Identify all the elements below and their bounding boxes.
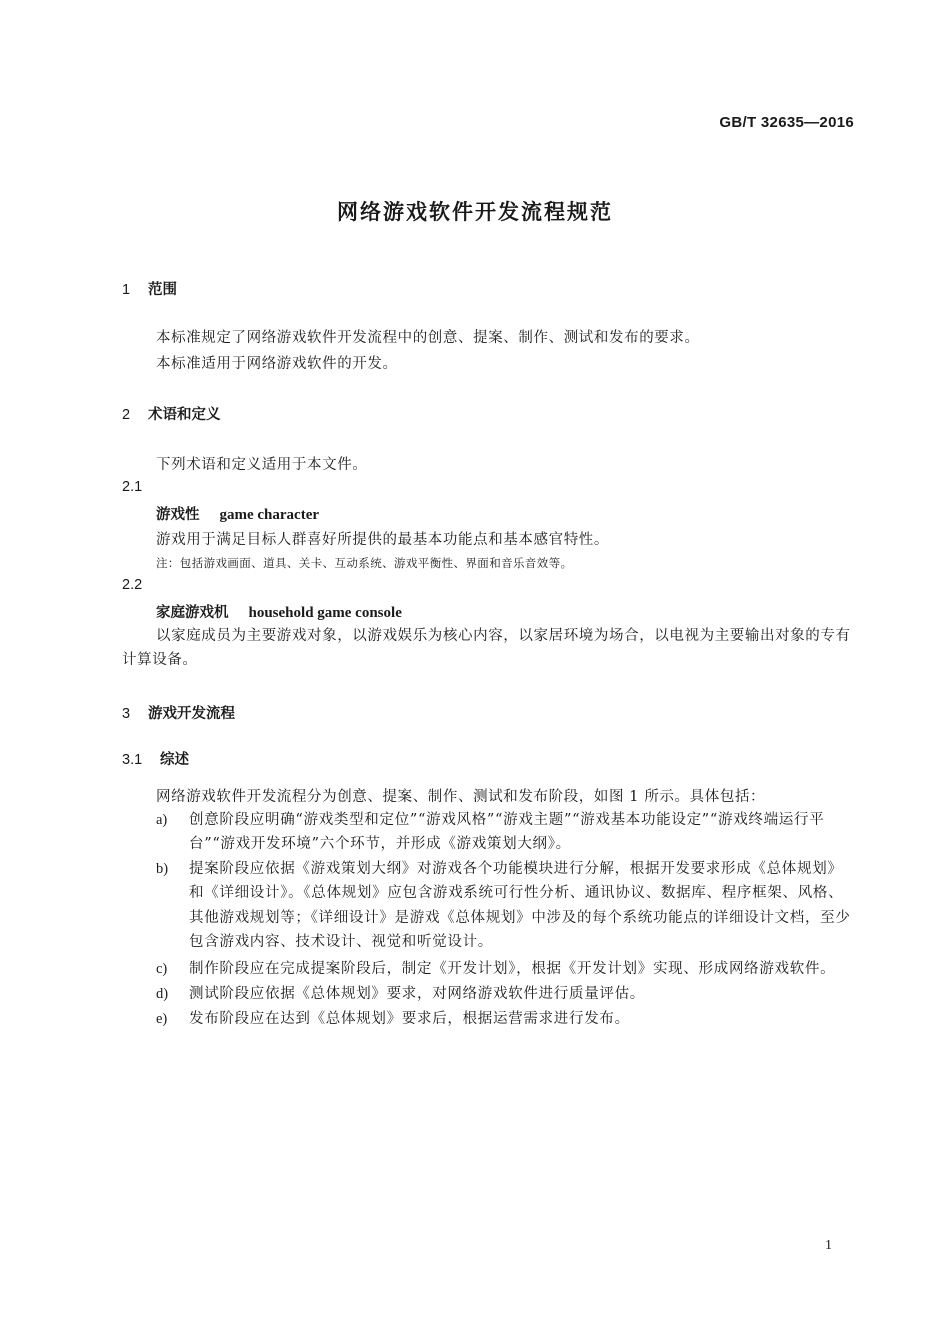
- term-number: 2.1: [122, 479, 143, 495]
- list-item: [122, 982, 855, 1007]
- subsection-number: 3.1: [122, 752, 143, 768]
- list-marker: d): [156, 986, 169, 1002]
- document-title: 网络游戏软件开发流程规范: [337, 200, 613, 224]
- section-1-heading: [122, 278, 177, 299]
- paragraph: 本标准规定了网络游戏软件开发流程中的创意、提案、制作、测试和发布的要求。: [156, 330, 700, 346]
- list-text: 发布阶段应在达到《总体规划》要求后，根据运营需求进行发布。: [189, 1011, 630, 1027]
- list-item: [122, 808, 855, 858]
- paragraph: 网络游戏软件开发流程分为创意、提案、制作、测试和发布阶段，如图 1 所示。具体包括：: [156, 789, 766, 805]
- list-marker: c): [156, 961, 168, 977]
- term-definition: 游戏用于满足目标人群喜好所提供的最基本功能点和基本感官特性。: [156, 532, 609, 548]
- list-item: [122, 1007, 855, 1032]
- section-title: 术语和定义: [148, 407, 221, 423]
- subsection-3-1-heading: [122, 748, 189, 769]
- term-zh: 游戏性: [156, 507, 200, 523]
- term-en: household game console: [248, 605, 402, 621]
- list-text: 提案阶段应依据《游戏策划大纲》对游戏各个功能模块进行分解，根据开发要求形成《总体规划》和《详细设计》。《总体规划》应包含游戏系统可行性分析、通讯协议、数据库、程序框架、风格、其他游戏规划等；《详细设计》是游戏《总体规划》中涉及的每个系统功能点的详细设计文档，至少包含游戏内容、技术设计、视觉和听觉设计。: [189, 861, 851, 950]
- subsection-title: 综述: [160, 752, 189, 768]
- list-item: [122, 957, 855, 982]
- standard-code: GB/T 32635—2016: [719, 114, 854, 131]
- list-marker: b): [156, 861, 169, 877]
- list-marker: e): [156, 1011, 168, 1027]
- section-3-heading: [122, 702, 235, 723]
- term-definition: 以家庭成员为主要游戏对象，以游戏娱乐为核心内容，以家居环境为场合，以电视为主要输出对象的专有计算设备。: [122, 628, 851, 668]
- term-note: 注：包括游戏画面、道具、关卡、互动系统、游戏平衡性、界面和音乐音效等。: [156, 556, 573, 570]
- term-zh: 家庭游戏机: [156, 605, 229, 621]
- section-number: 1: [122, 282, 131, 298]
- term-entry: [156, 503, 319, 524]
- section-title: 范围: [148, 282, 177, 298]
- section-2-heading: [122, 403, 221, 424]
- page-number: 1: [825, 1238, 832, 1253]
- section-number: 2: [122, 407, 131, 423]
- term-number: 2.2: [122, 577, 143, 593]
- list-text: 测试阶段应依据《总体规划》要求，对网络游戏软件进行质量评估。: [189, 986, 645, 1002]
- term-entry: [156, 601, 402, 622]
- paragraph: 下列术语和定义适用于本文件。: [156, 457, 368, 473]
- list-text: 创意阶段应明确“游戏类型和定位”“游戏风格”“游戏主题”“游戏基本功能设定”“游戏终端运行平台”“游戏开发环境”六个环节，并形成《游戏策划大纲》。: [189, 812, 825, 853]
- list-item: [122, 857, 855, 957]
- term-en: game character: [219, 507, 320, 523]
- list-text: 制作阶段应在完成提案阶段后，制定《开发计划》，根据《开发计划》实现、形成网络游戏软件。: [189, 961, 836, 977]
- paragraph: 本标准适用于网络游戏软件的开发。: [156, 356, 398, 372]
- section-number: 3: [122, 706, 131, 722]
- list-marker: a): [156, 812, 168, 828]
- section-title: 游戏开发流程: [148, 706, 235, 722]
